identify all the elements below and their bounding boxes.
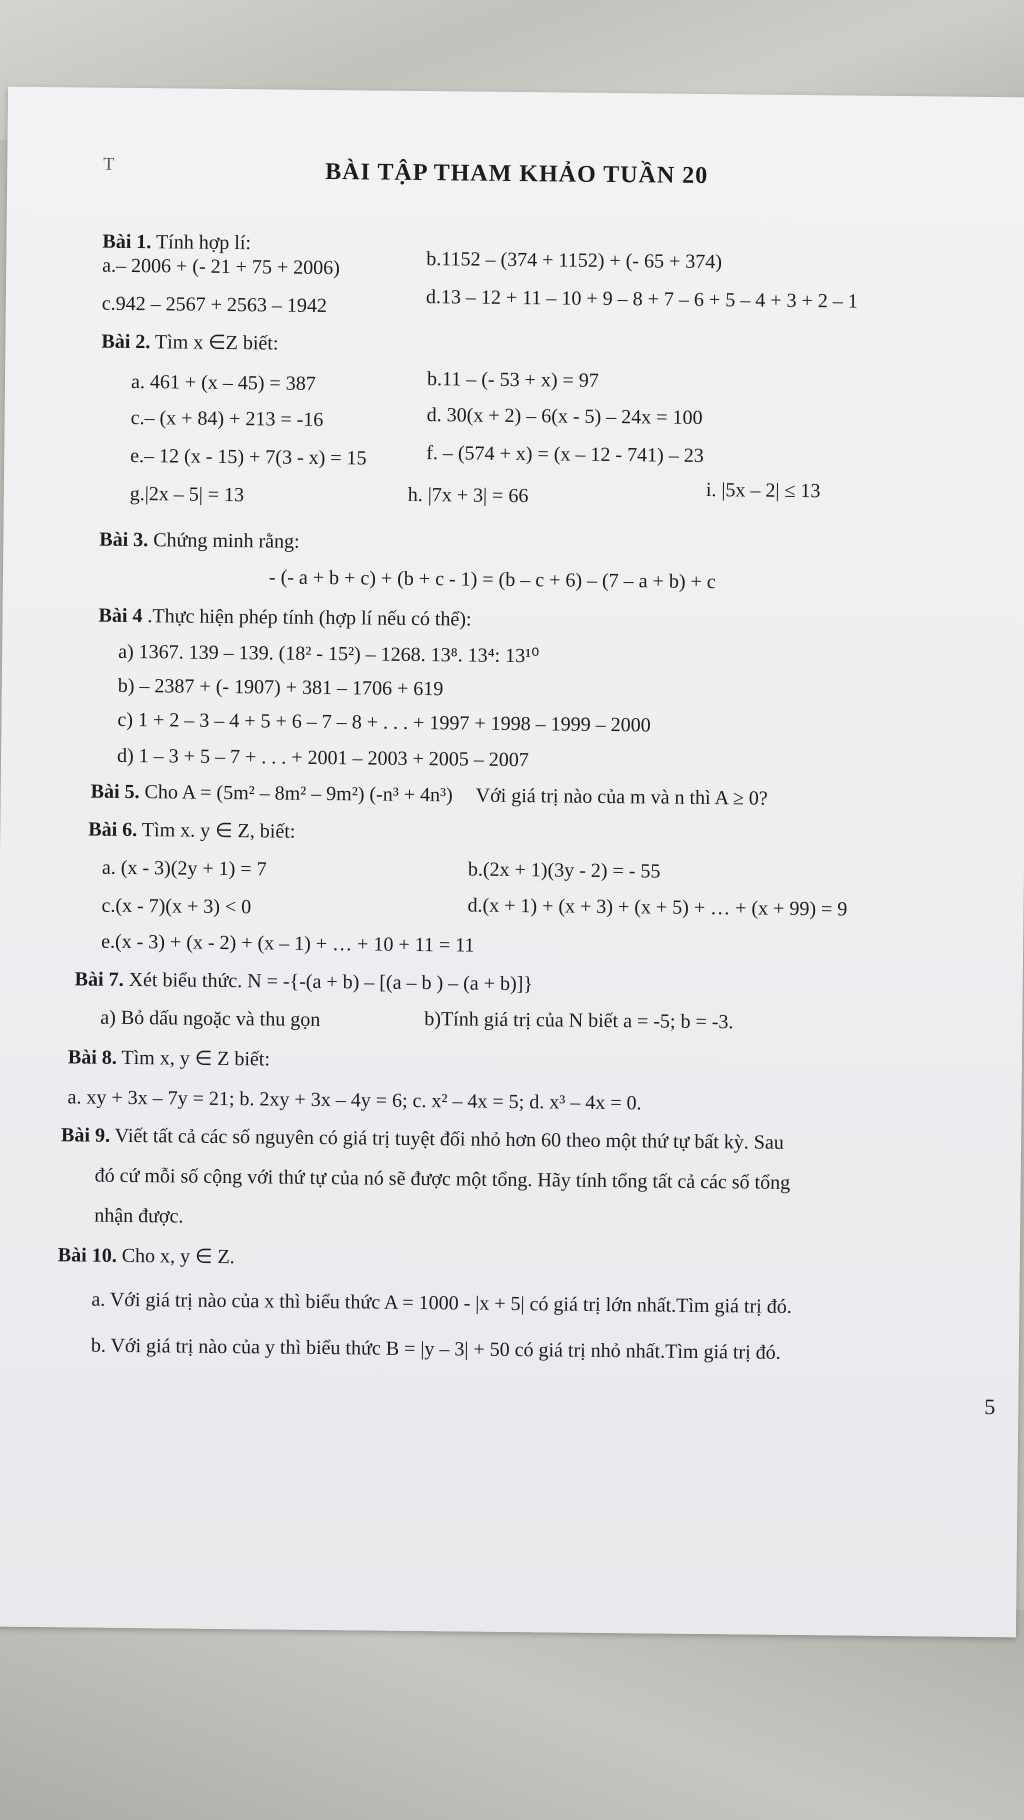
- exercise-7-b: b)Tính giá trị của N biết a = -5; b = -3.: [424, 1008, 734, 1034]
- exercise-4-label: Bài 4: [98, 604, 143, 628]
- exercise-1-heading: [102, 230, 251, 256]
- exercise-2-a: a. 461 + (x – 45) = 387: [130, 370, 316, 395]
- exercise-2-heading: [101, 330, 278, 356]
- exercise-2-c: c.– (x + 84) + 213 = -16: [130, 406, 324, 431]
- exercise-4-d: d) 1 – 3 + 5 – 7 + . . . + 2001 – 2003 + 2005 – 2007: [116, 744, 529, 772]
- exercise-9-line-3: nhận được.: [94, 1204, 184, 1228]
- exercise-2-d: d. 30(x + 2) – 6(x - 5) – 24x = 100: [426, 404, 703, 429]
- exercise-5-question: Với giá trị nào của m và n thì A ≥ 0?: [475, 784, 768, 810]
- exercise-6-c: c.(x - 7)(x + 3) < 0: [101, 894, 252, 919]
- exercise-3-label: Bài 3.: [99, 528, 149, 552]
- exercise-8-label: Bài 8.: [67, 1046, 117, 1069]
- exercise-6-label: Bài 6.: [88, 818, 138, 842]
- exercise-8-items: a. xy + 3x – 7y = 21; b. 2xy + 3x – 4y = 6; c. x² – 4x = 5; d. x³ – 4x = 0.: [67, 1086, 642, 1115]
- exercise-2-text: Tìm x ∈Z biết:: [154, 331, 279, 355]
- exercise-2-h: h. |7x + 3| = 66: [407, 483, 529, 508]
- exercise-3-formula: - (- a + b + c) + (b + c - 1) = (b – c + 6) – (7 – a + b) + c: [268, 566, 716, 594]
- exercise-10-heading: [58, 1243, 235, 1269]
- exercise-5-text: Cho A = (5m² – 8m² – 9m²) (-n³ + 4n³): [144, 781, 453, 807]
- exercise-8-text: Tìm x, y ∈ Z biết:: [121, 1046, 271, 1071]
- exercise-7-text: Xét biểu thức. N = -{-(a + b) – [(a – b ) – (a + b)]}: [128, 968, 534, 996]
- exercise-1-b: b.1152 – (374 + 1152) + (- 65 + 374): [426, 248, 723, 274]
- exercise-10-b: b. Với giá trị nào của y thì biểu thức B = |y – 3| + 50 có giá trị nhỏ nhất.Tìm giá trị đó.: [90, 1334, 781, 1364]
- exercise-1-d: d.13 – 12 + 11 – 10 + 9 – 8 + 7 – 6 + 5 – 4 + 3 + 2 – 1: [425, 286, 858, 313]
- exercise-4-heading: [98, 604, 471, 632]
- exercise-2-i: i. |5x – 2| ≤ 13: [705, 479, 821, 503]
- exercise-6-heading: [88, 818, 295, 844]
- exercise-10-text: Cho x, y ∈ Z.: [121, 1244, 235, 1269]
- exercise-7-a: a) Bỏ dấu ngoặc và thu gọn: [100, 1006, 321, 1032]
- exercise-4-text: .Thực hiện phép tính (hợp lí nếu có thể):: [147, 605, 472, 631]
- exercise-6-a: a. (x - 3)(2y + 1) = 7: [101, 856, 267, 881]
- exercise-2-label: Bài 2.: [101, 330, 151, 354]
- corner-mark: T: [103, 153, 115, 174]
- exercise-9-line-2: đó cứ mỗi số cộng với thứ tự của nó sẽ được một tổng. Hãy tính tổng tất cả các số tổng: [94, 1164, 791, 1194]
- exercise-6-text: Tìm x. y ∈ Z, biết:: [141, 819, 296, 843]
- exercise-9-line-1: [61, 1123, 784, 1155]
- page-number: 5: [984, 1393, 996, 1420]
- exercise-5-heading: [91, 780, 768, 811]
- fabric-background-bottom: [0, 1610, 1024, 1820]
- exercise-4-c: c) 1 + 2 – 3 – 4 + 5 + 6 – 7 – 8 + . . . + 1997 + 1998 – 1999 – 2000: [117, 708, 651, 737]
- exercise-8-heading: [68, 1045, 270, 1071]
- exercise-6-e: e.(x - 3) + (x - 2) + (x – 1) + … + 10 + 11 = 11: [101, 930, 475, 957]
- exercise-10-label: Bài 10.: [57, 1244, 117, 1267]
- exercise-2-f: f. – (574 + x) = (x – 12 - 741) – 23: [426, 442, 704, 467]
- worksheet-content: [0, 87, 1024, 1638]
- exercise-9-label: Bài 9.: [60, 1124, 111, 1147]
- worksheet-paper: [0, 87, 1024, 1638]
- exercise-7-label: Bài 7.: [74, 968, 124, 991]
- exercise-4-b: b) – 2387 + (- 1907) + 381 – 1706 + 619: [117, 674, 444, 701]
- exercise-3-heading: [99, 528, 300, 554]
- exercise-1-label: Bài 1.: [102, 230, 152, 254]
- exercise-1-a: a.– 2006 + (- 21 + 75 + 2006): [102, 254, 341, 280]
- exercise-4-a: a) 1367. 139 – 139. (18² - 15²) – 1268. 13⁸. 13⁴: 13¹⁰: [118, 640, 540, 668]
- exercise-9-text-1: Viết tất cả các số nguyên có giá trị tuyệt đối nhỏ hơn 60 theo một thứ tự bất kỳ. Sau: [114, 1124, 784, 1154]
- exercise-1-text: Tính hợp lí:: [155, 231, 252, 255]
- exercise-1-c: c.942 – 2567 + 2563 – 1942: [101, 292, 328, 318]
- exercise-7-heading: [75, 967, 533, 996]
- exercise-6-b: b.(2x + 1)(3y - 2) = - 55: [467, 858, 661, 883]
- exercise-3-text: Chứng minh rằng:: [153, 529, 300, 553]
- exercise-2-e: e.– 12 (x - 15) + 7(3 - x) = 15: [130, 444, 367, 470]
- exercise-6-d: d.(x + 1) + (x + 3) + (x + 5) + … + (x + 99) = 9: [467, 894, 848, 921]
- exercise-5-label: Bài 5.: [90, 780, 140, 804]
- page-title: BÀI TẬP THAM KHẢO TUẦN 20: [325, 159, 709, 190]
- exercise-10-a: a. Với giá trị nào của x thì biểu thức A = 1000 - |x + 5| có giá trị lớn nhất.Tìm giá trị đó.: [91, 1288, 792, 1318]
- exercise-2-g: g.|2x – 5| = 13: [129, 482, 245, 507]
- exercise-2-b: b.11 – (- 53 + x) = 97: [426, 368, 599, 392]
